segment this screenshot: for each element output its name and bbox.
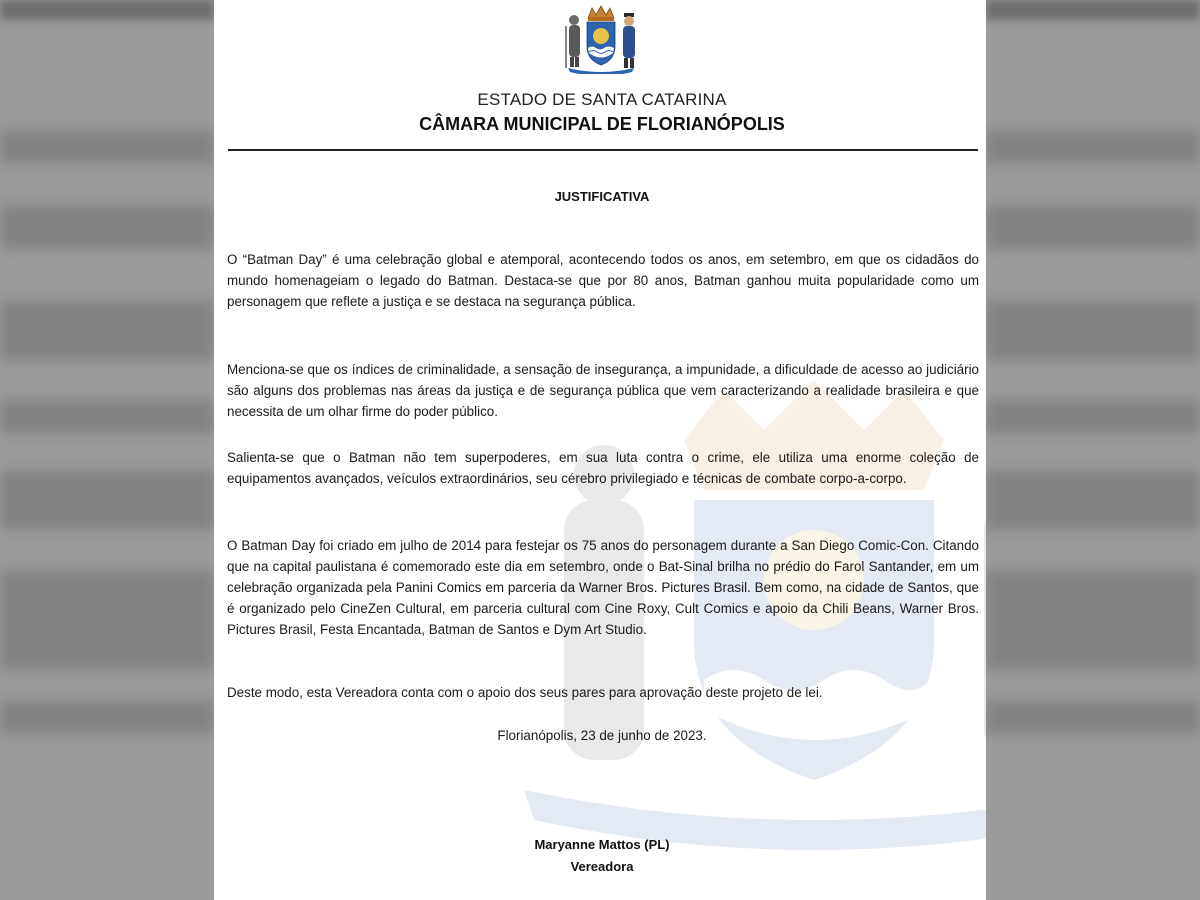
blurred-band	[0, 570, 214, 670]
paragraph: Menciona-se que os índices de criminalidade, a sensação de insegurança, a impunidade, a dificuldade de acesso ao judiciário são alguns dos problemas nas áreas da justiça e de segurança pública que vem caracterizando a realidade brasileira e que necessita de um olhar firme do poder público.	[227, 362, 979, 419]
date-line: Florianópolis, 23 de junho de 2023.	[497, 728, 707, 743]
blurred-band	[986, 700, 1200, 734]
signatory-role: Vereadora	[570, 859, 634, 874]
paragraph: Deste modo, esta Vereadora conta com o apoio dos seus pares para aprovação deste projeto de lei.	[227, 685, 823, 700]
blurred-band	[0, 300, 214, 360]
blurred-band	[986, 130, 1200, 164]
blurred-band	[0, 0, 214, 20]
paragraph: Salienta-se que o Batman não tem superpoderes, em sua luta contra o crime, ele utiliza uma enorme coleção de equipamentos avançados, veículos extraordinários, seu cérebro privilegiado e técnicas de combate corpo-a-corpo.	[227, 450, 979, 486]
blurred-band	[0, 205, 214, 249]
blurred-band	[0, 130, 214, 164]
blurred-band	[0, 470, 214, 530]
blurred-band	[986, 205, 1200, 249]
header-divider	[228, 149, 978, 151]
blurred-band	[986, 570, 1200, 670]
blurred-band	[986, 470, 1200, 530]
municipal-coat-of-arms-icon	[560, 4, 642, 74]
blurred-band	[0, 700, 214, 734]
paragraph: O “Batman Day” é uma celebração global e atemporal, acontecendo todos os anos, em setembro, em que os cidadãos do mundo homenageiam o legado do Batman. Destaca-se que por 80 anos, Batman ganhou muita popularidade como um personagem que reflete a justiça e se destaca na segurança pública.	[227, 252, 979, 309]
signatory-name: Maryanne Mattos (PL)	[534, 837, 670, 852]
left-blurred-background	[0, 0, 214, 900]
blurred-band	[986, 0, 1200, 20]
blurred-band	[0, 400, 214, 434]
blurred-band	[986, 300, 1200, 360]
document-title: JUSTIFICATIVA	[554, 189, 650, 204]
institution-heading: CÂMARA MUNICIPAL DE FLORIANÓPOLIS	[419, 114, 785, 134]
paragraph: O Batman Day foi criado em julho de 2014 para festejar os 75 anos do personagem durante a San Diego Comic-Con. Citando que na capital paulistana é comemorado este dia em setembro, onde o Bat-Sinal brilha no prédio do Farol Santander, em um celebração organizada pela Panini Comics em parceria da Warner Bros. Pictures Brasil. Bem como, na cidade de Santos, que é organizado pelo CineZen Cultural, em parceria cultural com Cine Roxy, Cult Comics e apoio da Chili Beans, Warner Bros. Pictures Brasil, Festa Encantada, Batman de Santos e Dym Art Studio.	[227, 538, 979, 637]
state-heading: ESTADO DE SANTA CATARINA	[477, 90, 727, 109]
right-blurred-background	[986, 0, 1200, 900]
document-page	[214, 0, 986, 900]
blurred-band	[986, 400, 1200, 434]
